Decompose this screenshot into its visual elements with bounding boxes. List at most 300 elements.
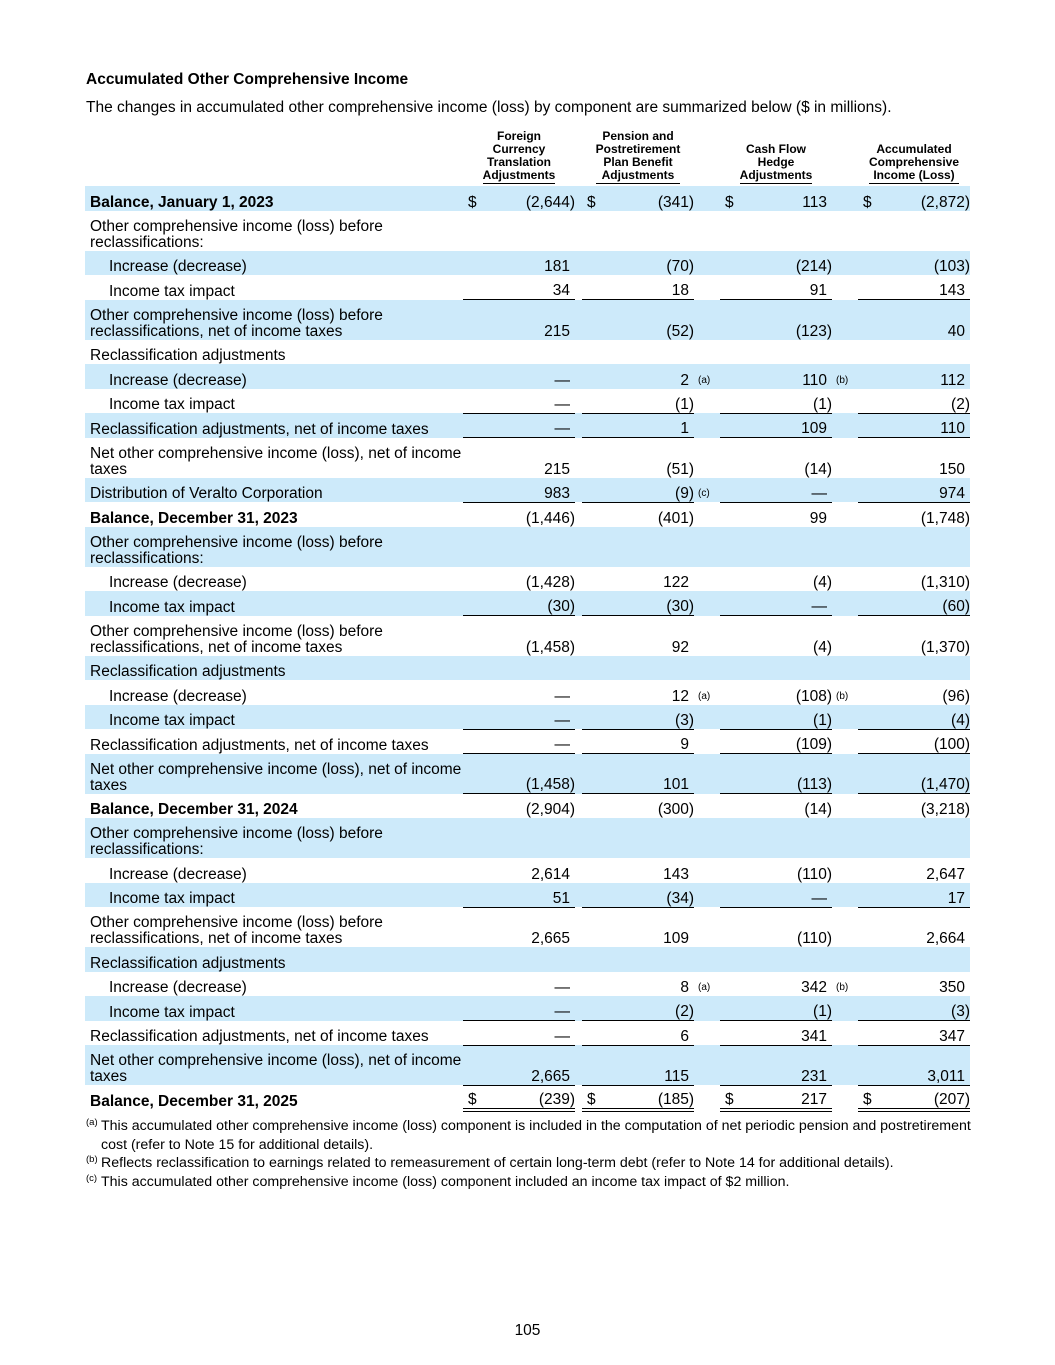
spacer-cell — [575, 972, 582, 997]
cell-value: (1,370) — [920, 638, 970, 656]
spacer-cell — [575, 478, 582, 503]
cell-value: 215 — [544, 460, 570, 478]
cell-value: (239) — [485, 1085, 575, 1110]
cell-value: 143 — [663, 865, 689, 883]
table-row — [85, 1085, 970, 1110]
table-row — [85, 705, 970, 730]
spacer-cell — [575, 364, 582, 389]
cell-value: (60) — [880, 591, 970, 616]
currency-symbol — [720, 705, 742, 730]
table-row — [85, 438, 970, 478]
spacer-cell — [832, 591, 858, 616]
empty-cell — [575, 656, 582, 681]
intro-text: The changes in accumulated other comprehensive income (loss) by component are summarized below ($ in millions). — [86, 99, 892, 116]
spacer-cell — [694, 1021, 720, 1046]
spacer-cell — [832, 907, 858, 947]
row-label: Other comprehensive income (loss) before reclassifications: — [90, 217, 383, 251]
row-label: Balance, December 31, 2023 — [90, 509, 298, 527]
currency-symbol — [582, 883, 604, 908]
currency-symbol — [463, 972, 485, 997]
currency-symbol — [720, 883, 742, 908]
spacer-cell — [832, 1045, 858, 1085]
table-row — [85, 1045, 970, 1085]
column-header-cash-flow-hedge: Cash Flow Hedge Adjustments — [739, 142, 813, 182]
cell-value: (1) — [742, 705, 832, 730]
spacer-cell — [575, 389, 582, 414]
cell-value: 350 — [939, 979, 965, 996]
empty-cell — [742, 340, 832, 365]
cell-value: (52) — [604, 300, 694, 340]
cell-value: (214) — [742, 251, 832, 276]
table-row — [85, 972, 970, 997]
spacer-cell — [832, 883, 858, 908]
row-label: Other comprehensive income (loss) before reclassifications, net of income taxes — [90, 622, 383, 656]
table-row — [85, 907, 970, 947]
empty-cell — [582, 340, 604, 365]
cell-value: (96) — [942, 687, 970, 705]
currency-symbol — [582, 389, 604, 414]
cell-value: (34) — [604, 883, 694, 908]
spacer-cell — [694, 591, 720, 616]
cell-value: (1,310) — [920, 574, 970, 591]
cell-value: 2,665 — [485, 1045, 575, 1085]
row-label: Other comprehensive income (loss) before reclassifications, net of income taxes — [90, 914, 383, 947]
row-label: Increase (decrease) — [85, 251, 463, 276]
row-label: Income tax impact — [85, 705, 463, 730]
currency-symbol — [582, 729, 604, 754]
cell-value: 181 — [485, 251, 575, 276]
currency-symbol — [463, 251, 485, 276]
empty-cell — [742, 527, 832, 567]
spacer-cell — [832, 794, 858, 819]
spacer-cell — [575, 1085, 582, 1110]
cell-value: (1,458) — [485, 754, 575, 794]
spacer-cell — [832, 478, 858, 503]
currency-symbol — [463, 438, 485, 478]
table-row — [85, 502, 970, 527]
currency-symbol — [463, 883, 485, 908]
empty-cell — [858, 947, 880, 972]
row-label: Reclassification adjustments, net of income taxes — [90, 1028, 429, 1045]
cell-value: 2,647 — [926, 865, 965, 883]
empty-cell — [604, 211, 694, 251]
cell-value: 109 — [663, 930, 689, 947]
footnote-a: (a) This accumulated other comprehensive income (loss) component is included in the computation of net periodic pension and postretirement cost (refer to Note 15 for additional details). — [86, 1117, 971, 1153]
cell-value: (2,644) — [485, 186, 575, 211]
currency-symbol — [720, 567, 742, 592]
currency-symbol — [720, 754, 742, 794]
empty-cell — [485, 340, 575, 365]
table-row — [85, 567, 970, 592]
currency-symbol — [463, 705, 485, 730]
spacer-cell — [832, 413, 858, 438]
cell-value: — — [554, 979, 570, 996]
spacer-cell — [832, 300, 858, 340]
cell-value: (1,458) — [525, 638, 575, 656]
currency-symbol — [858, 1045, 880, 1085]
cell-value: (401) — [657, 509, 694, 527]
empty-cell — [463, 340, 485, 365]
empty-cell — [575, 340, 582, 365]
currency-symbol — [858, 413, 880, 438]
cell-value: (341) — [604, 186, 694, 211]
currency-symbol — [463, 858, 485, 883]
table-row — [85, 680, 970, 705]
empty-cell — [575, 527, 582, 567]
currency-symbol — [720, 616, 742, 656]
table-row — [85, 211, 970, 251]
cell-value: (4) — [813, 574, 832, 591]
currency-symbol — [858, 858, 880, 883]
cell-value: 109 — [742, 413, 832, 438]
cell-value: (30) — [604, 591, 694, 616]
currency-symbol — [582, 754, 604, 794]
currency-symbol — [582, 438, 604, 478]
spacer-cell — [575, 616, 582, 656]
cell-value: (2) — [604, 996, 694, 1021]
spacer-cell — [694, 616, 720, 656]
currency-symbol — [858, 567, 880, 592]
cell-value: 91 — [742, 275, 832, 300]
cell-value: (108) — [795, 687, 832, 705]
cell-value: (70) — [604, 251, 694, 276]
cell-value: 17 — [880, 883, 970, 908]
spacer-cell — [832, 275, 858, 300]
cell-value: (1,748) — [920, 509, 970, 527]
table-row — [85, 616, 970, 656]
empty-cell — [463, 211, 485, 251]
table-row — [85, 996, 970, 1021]
currency-symbol — [720, 794, 742, 819]
column-header-foreign-currency: Foreign Currency Translation Adjustments — [482, 129, 556, 182]
spacer-cell — [575, 413, 582, 438]
cell-value: 974 — [880, 478, 970, 503]
spacer-cell — [575, 186, 582, 211]
spacer-cell — [694, 754, 720, 794]
row-label: Balance, January 1, 2023 — [85, 186, 463, 211]
currency-symbol — [463, 907, 485, 947]
row-label: Increase (decrease) — [109, 687, 247, 705]
empty-cell — [575, 947, 582, 972]
table-row — [85, 858, 970, 883]
currency-symbol — [858, 972, 880, 997]
currency-symbol — [858, 794, 880, 819]
table-row — [85, 186, 970, 211]
currency-symbol — [463, 413, 485, 438]
cell-value: 112 — [880, 364, 970, 389]
currency-symbol — [720, 729, 742, 754]
currency-symbol — [463, 591, 485, 616]
cell-value: — — [742, 883, 832, 908]
empty-cell — [463, 656, 485, 681]
spacer-cell — [694, 1085, 720, 1110]
table-row — [85, 478, 970, 503]
currency-symbol — [858, 883, 880, 908]
currency-symbol — [720, 251, 742, 276]
spacer-cell — [694, 705, 720, 730]
empty-cell — [694, 527, 720, 567]
currency-symbol — [463, 794, 485, 819]
currency-symbol: $ — [720, 186, 742, 211]
spacer-cell — [575, 275, 582, 300]
cell-value: (51) — [666, 460, 694, 478]
table-row — [85, 389, 970, 414]
currency-symbol — [858, 1021, 880, 1046]
cell-value: (3) — [604, 705, 694, 730]
cell-value: 99 — [809, 509, 827, 527]
currency-symbol — [582, 478, 604, 503]
currency-symbol: $ — [582, 186, 604, 211]
empty-cell — [463, 818, 485, 858]
spacer-cell — [832, 438, 858, 478]
currency-symbol — [858, 251, 880, 276]
cell-value: — — [485, 705, 575, 730]
empty-cell — [742, 947, 832, 972]
row-label: Income tax impact — [85, 883, 463, 908]
currency-symbol — [720, 907, 742, 947]
footnote-ref: (b) — [836, 982, 849, 993]
currency-symbol — [858, 389, 880, 414]
spacer-cell — [694, 1045, 720, 1085]
spacer-cell — [575, 996, 582, 1021]
table-row — [85, 947, 970, 972]
footnotes — [86, 1117, 976, 1191]
empty-cell — [880, 527, 970, 567]
empty-cell — [485, 818, 575, 858]
row-label: Increase (decrease) — [109, 979, 247, 996]
empty-cell — [832, 340, 858, 365]
cell-value: (2,904) — [525, 801, 575, 818]
cell-value: 110 — [742, 364, 832, 389]
row-label: Income tax impact — [109, 396, 235, 413]
currency-symbol: $ — [582, 1085, 604, 1110]
empty-cell — [694, 656, 720, 681]
currency-symbol — [582, 364, 604, 389]
empty-cell — [832, 211, 858, 251]
currency-symbol — [858, 616, 880, 656]
empty-cell — [858, 527, 880, 567]
cell-value: 9 — [604, 729, 694, 754]
currency-symbol: $ — [858, 1085, 880, 1110]
cell-value: 2,665 — [531, 930, 570, 947]
currency-symbol — [463, 996, 485, 1021]
empty-cell — [582, 211, 604, 251]
spacer-cell — [575, 705, 582, 730]
cell-value: (109) — [742, 729, 832, 754]
currency-symbol — [720, 389, 742, 414]
table-row — [85, 729, 970, 754]
row-label: Reclassification adjustments, net of income taxes — [90, 736, 429, 754]
footnote-c: (c) This accumulated other comprehensive income (loss) component included an income tax impact of $2 million. — [86, 1172, 790, 1190]
spacer-cell — [694, 883, 720, 908]
cell-value: (123) — [742, 300, 832, 340]
cell-value: (14) — [804, 460, 832, 478]
currency-symbol — [720, 996, 742, 1021]
empty-cell — [604, 527, 694, 567]
currency-symbol — [463, 300, 485, 340]
currency-symbol — [582, 275, 604, 300]
empty-cell — [858, 656, 880, 681]
currency-symbol — [858, 364, 880, 389]
currency-symbol — [720, 300, 742, 340]
cell-value: 2,664 — [926, 930, 965, 947]
column-header-pension: Pension and Postretirement Plan Benefit Adjustments — [595, 129, 681, 182]
row-label: Income tax impact — [85, 996, 463, 1021]
empty-cell — [485, 947, 575, 972]
currency-symbol — [463, 680, 485, 705]
currency-symbol — [858, 705, 880, 730]
row-label: Other comprehensive income (loss) before reclassifications, net of income taxes — [85, 300, 463, 340]
cell-value: 122 — [663, 574, 689, 591]
currency-symbol — [582, 251, 604, 276]
empty-cell — [582, 527, 604, 567]
cell-value: 3,011 — [880, 1045, 970, 1085]
currency-symbol — [858, 591, 880, 616]
currency-symbol — [858, 907, 880, 947]
cell-value: 51 — [485, 883, 575, 908]
currency-symbol — [582, 413, 604, 438]
currency-symbol — [720, 972, 742, 997]
aoci-table — [85, 186, 970, 1112]
currency-symbol — [720, 478, 742, 503]
cell-value: — — [485, 729, 575, 754]
row-label: Other comprehensive income (loss) before reclassifications: — [85, 527, 463, 567]
empty-cell — [604, 656, 694, 681]
cell-value: — — [485, 413, 575, 438]
empty-cell — [582, 818, 604, 858]
spacer-cell — [694, 502, 720, 527]
currency-symbol — [463, 389, 485, 414]
cell-value: 215 — [485, 300, 575, 340]
currency-symbol — [463, 1021, 485, 1046]
cell-value: 217 — [742, 1085, 832, 1110]
currency-symbol — [858, 754, 880, 794]
cell-value: (113) — [742, 754, 832, 794]
cell-value: — — [742, 591, 832, 616]
empty-cell — [880, 656, 970, 681]
currency-symbol — [582, 794, 604, 819]
spacer-cell — [832, 705, 858, 730]
cell-value: 342 — [801, 979, 827, 996]
footnote-ref: (b) — [836, 690, 849, 702]
empty-cell — [575, 818, 582, 858]
cell-value: (185) — [604, 1085, 694, 1110]
cell-value: (110) — [796, 865, 832, 883]
currency-symbol — [582, 502, 604, 527]
spacer-cell — [575, 438, 582, 478]
empty-cell — [720, 818, 742, 858]
spacer-cell — [575, 680, 582, 705]
currency-symbol — [720, 502, 742, 527]
cell-value: (3,218) — [920, 801, 970, 818]
currency-symbol — [858, 438, 880, 478]
cell-value: — — [485, 364, 575, 389]
footnote-b: (b) Reflects reclassification to earnings related to remeasurement of certain long-term debt (refer to Note 14 for additional details). — [86, 1154, 894, 1171]
cell-value: (110) — [796, 930, 832, 947]
currency-symbol — [582, 972, 604, 997]
cell-value: 6 — [604, 1021, 694, 1046]
empty-cell — [582, 947, 604, 972]
empty-cell — [880, 211, 970, 251]
empty-cell — [880, 340, 970, 365]
empty-cell — [832, 656, 858, 681]
spacer-cell — [832, 729, 858, 754]
cell-value: 113 — [742, 186, 832, 211]
empty-cell — [742, 211, 832, 251]
empty-cell — [604, 947, 694, 972]
empty-cell — [694, 211, 720, 251]
spacer-cell — [575, 858, 582, 883]
currency-symbol — [582, 567, 604, 592]
currency-symbol — [582, 996, 604, 1021]
spacer-cell — [575, 754, 582, 794]
empty-cell — [742, 656, 832, 681]
spacer-cell — [694, 729, 720, 754]
currency-symbol: $ — [463, 186, 485, 211]
currency-symbol — [463, 616, 485, 656]
empty-cell — [742, 818, 832, 858]
cell-value: (1,446) — [525, 509, 575, 527]
table-row — [85, 591, 970, 616]
spacer-cell — [694, 438, 720, 478]
currency-symbol: $ — [858, 186, 880, 211]
cell-value: (1) — [742, 996, 832, 1021]
spacer-cell — [575, 729, 582, 754]
page-number: 105 — [514, 1322, 541, 1339]
row-label: Increase (decrease) — [85, 364, 463, 389]
spacer-cell — [832, 996, 858, 1021]
cell-value: (3) — [880, 996, 970, 1021]
column-header-accumulated: Accumulated Comprehensive Income (Loss) — [868, 142, 960, 182]
spacer-cell — [694, 413, 720, 438]
currency-symbol — [858, 502, 880, 527]
currency-symbol — [463, 275, 485, 300]
spacer-cell — [832, 858, 858, 883]
empty-cell — [720, 340, 742, 365]
row-label: Reclassification adjustments — [90, 347, 286, 364]
spacer-cell — [832, 502, 858, 527]
spacer-cell — [832, 616, 858, 656]
cell-value: (300) — [657, 801, 694, 818]
cell-value: (2,872) — [880, 186, 970, 211]
table-row — [85, 656, 970, 681]
empty-cell — [880, 818, 970, 858]
row-label: Net other comprehensive income (loss), net of income taxes — [85, 1045, 463, 1085]
cell-value: 983 — [485, 478, 575, 503]
empty-cell — [694, 947, 720, 972]
empty-cell — [880, 947, 970, 972]
currency-symbol — [858, 275, 880, 300]
currency-symbol — [858, 478, 880, 503]
spacer-cell — [694, 794, 720, 819]
spacer-cell — [694, 567, 720, 592]
row-label: Reclassification adjustments, net of income taxes — [85, 413, 463, 438]
row-label: Increase (decrease) — [109, 574, 247, 591]
spacer-cell — [575, 883, 582, 908]
currency-symbol — [582, 705, 604, 730]
spacer-cell — [575, 1045, 582, 1085]
spacer-cell — [832, 389, 858, 414]
cell-value: — — [742, 478, 832, 503]
cell-value: (1) — [675, 395, 694, 413]
spacer-cell — [694, 858, 720, 883]
empty-cell — [604, 340, 694, 365]
table-row — [85, 340, 970, 365]
empty-cell — [858, 211, 880, 251]
row-label: Reclassification adjustments — [85, 947, 463, 972]
cell-value: 2,614 — [531, 865, 570, 883]
empty-cell — [575, 211, 582, 251]
